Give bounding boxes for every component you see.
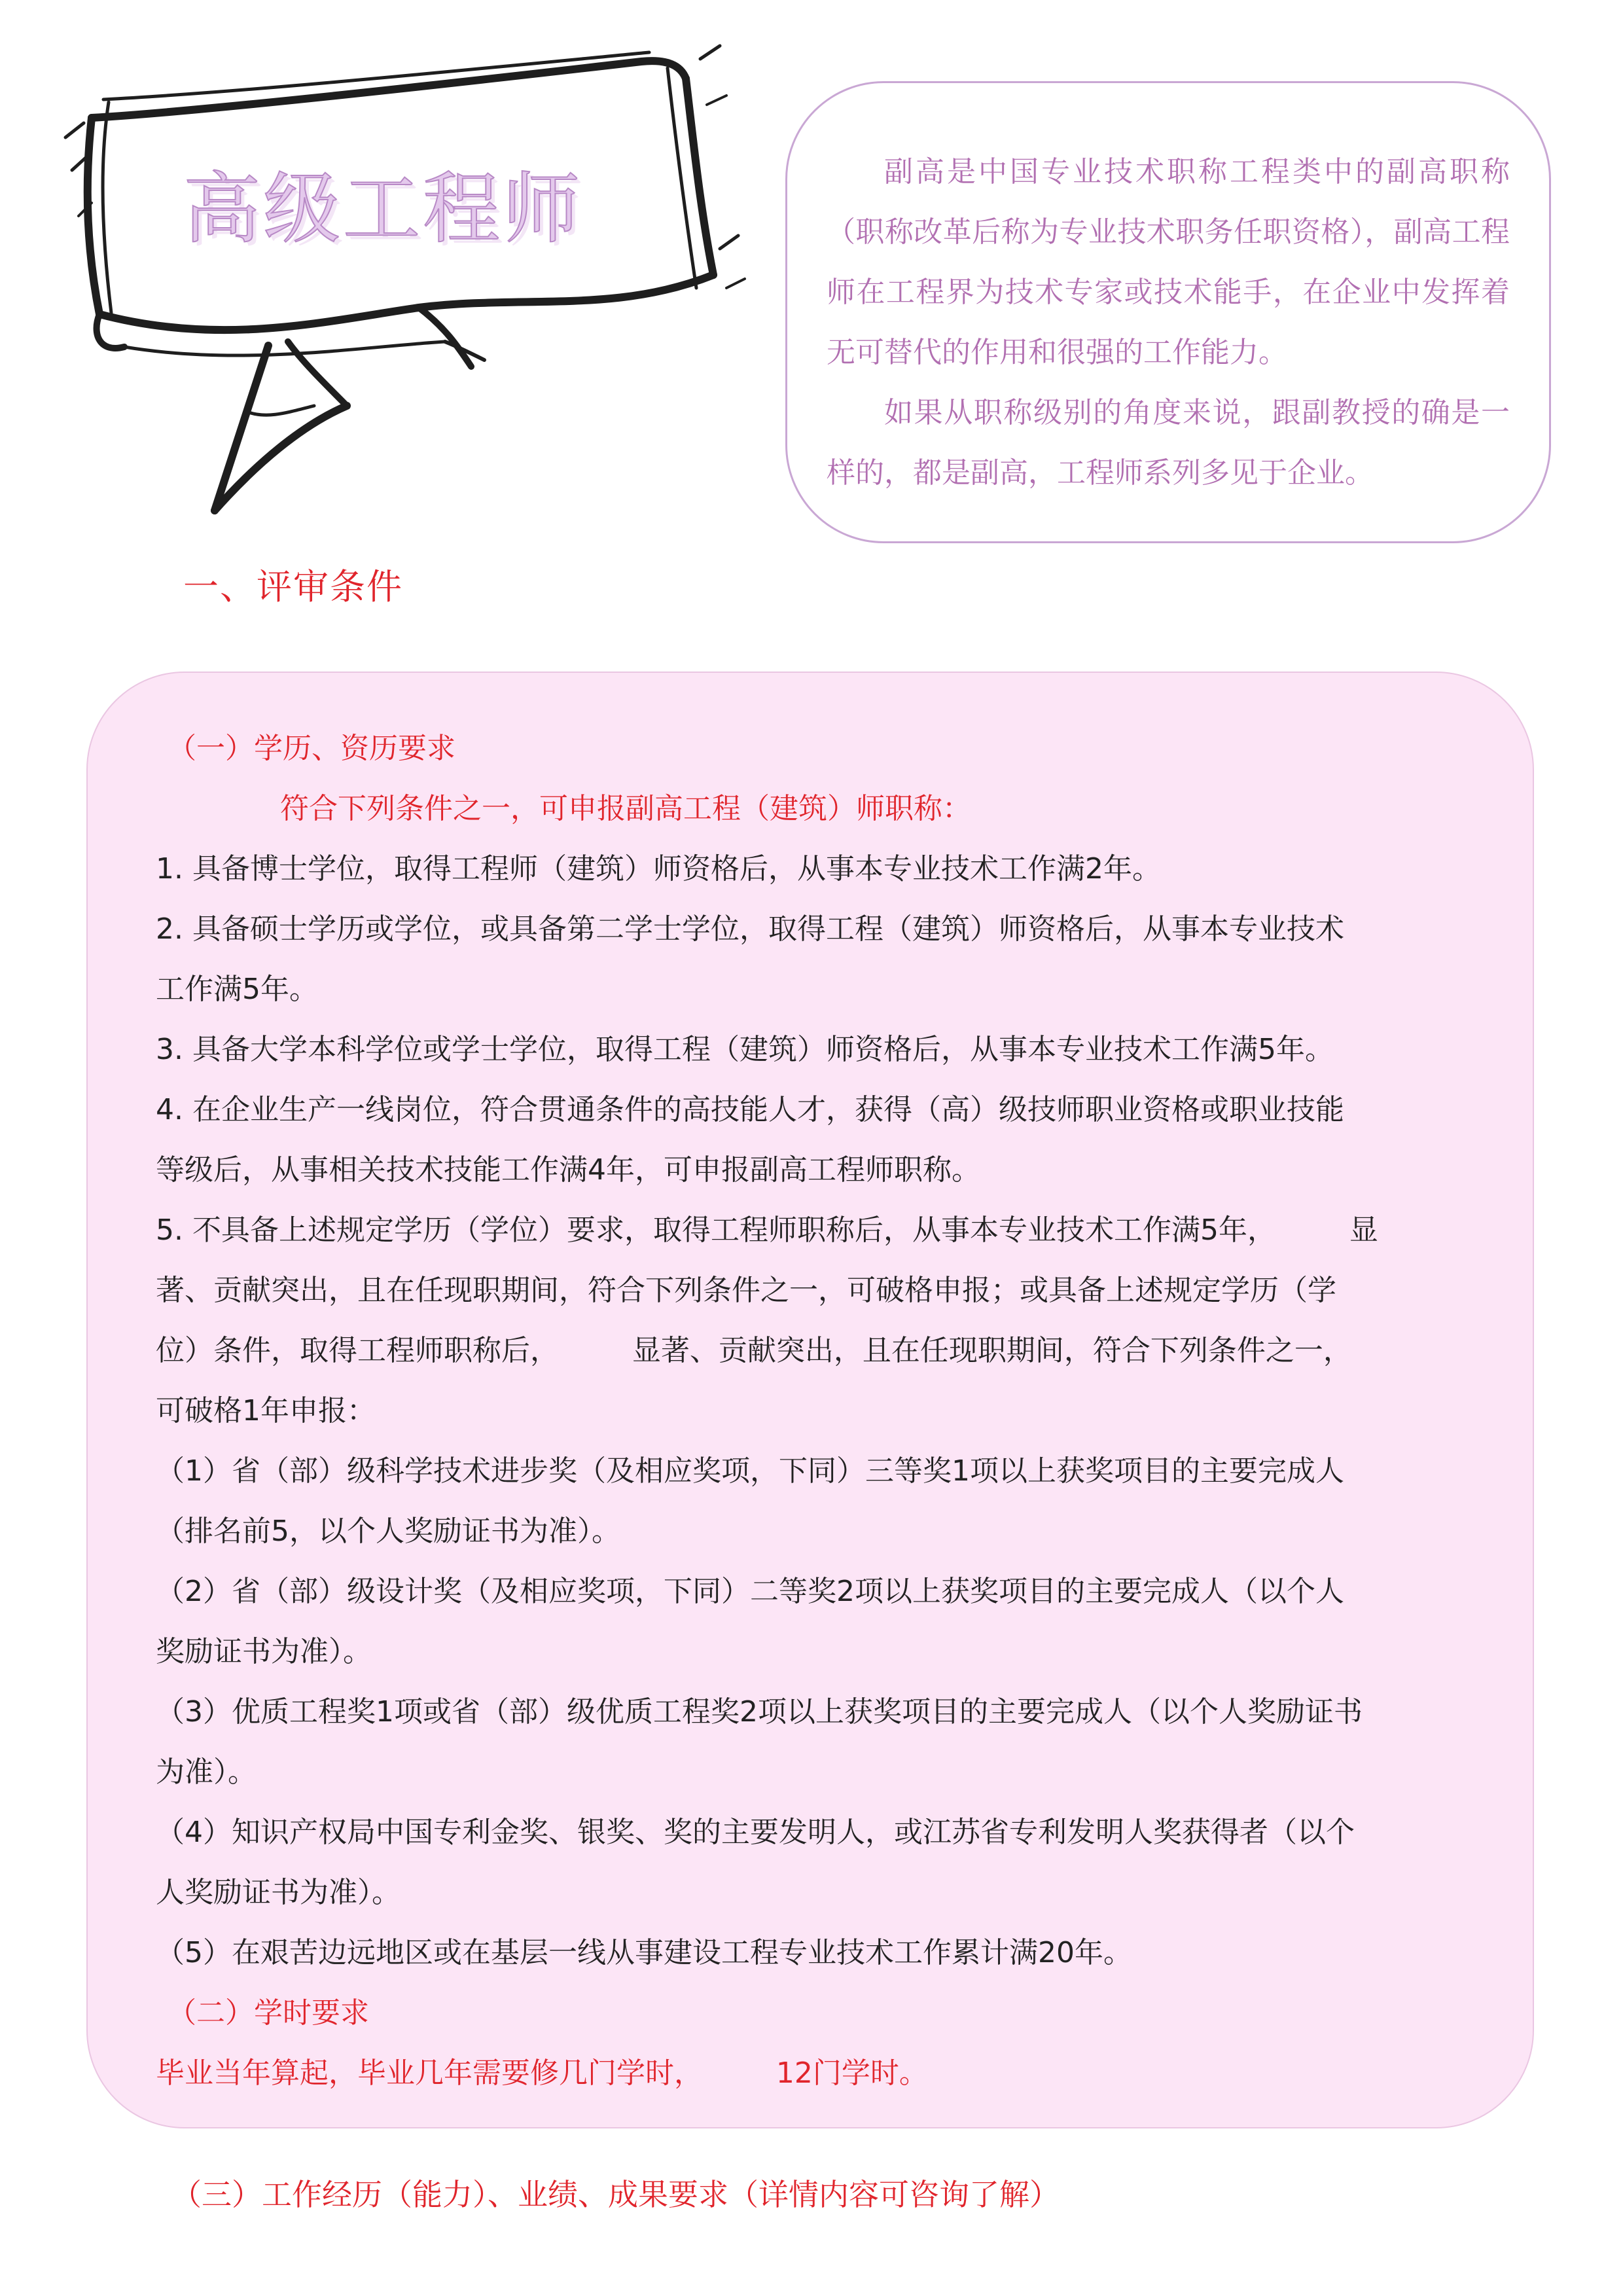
- condition-line: 人奖励证书为准）。: [156, 1876, 401, 1909]
- condition-line: 著、贡献突出，且在任现职期间，符合下列条件之一，可破格申报；或具备上述规定学历（学: [156, 1274, 1336, 1307]
- condition-line: （4）知识产权局中国专利金奖、银奖、奖的主要发明人，或江苏省专利发明人奖获得者（以个: [156, 1816, 1355, 1849]
- condition-line: （5）在艰苦边远地区或在基层一线从事建设工程专业技术工作累计满20年。: [156, 1936, 1132, 1969]
- condition-line: 1. 具备博士学位，取得工程师（建筑）师资格后，从事本专业技术工作满2年。: [156, 852, 1161, 886]
- ribbon-banner-icon: [52, 39, 759, 537]
- condition-line: （1）省（部）级科学技术进步奖（及相应奖项，下同）三等奖1项以上获奖项目的主要完成人: [156, 1454, 1344, 1488]
- conditions-content: [156, 719, 1478, 2104]
- condition-line: （2）省（部）级设计奖（及相应奖项，下同）二等奖2项以上获奖项目的主要完成人（以个人: [156, 1575, 1344, 1608]
- condition-line: （排名前5，以个人奖励证书为准）。: [156, 1515, 620, 1548]
- section-heading-work-experience: （三）工作经历（能力）、业绩、成果要求（详情内容可咨询了解）: [171, 2177, 1060, 2212]
- conditions-lead: 符合下列条件之一，可申报副高工程（建筑）师职称：: [280, 792, 971, 825]
- subheading-education: （一）学历、资历要求: [168, 732, 455, 765]
- page-title: 高级工程师: [183, 164, 583, 254]
- condition-line: 4. 在企业生产一线岗位，符合贯通条件的高技能人才，获得（高）级技师职业资格或职业技能: [156, 1093, 1344, 1126]
- intro-box: [785, 81, 1551, 543]
- condition-line: 位）条件，取得工程师职称后， 显著、贡献突出，且在任现职期间，符合下列条件之一，: [156, 1334, 1352, 1367]
- study-hours-text: 毕业当年算起，毕业几年需要修几门学时， 12门学时。: [156, 2056, 928, 2090]
- condition-line: 可破格1年申报：: [156, 1394, 376, 1427]
- condition-line: （3）优质工程奖1项或省（部）级优质工程奖2项以上获奖项目的主要完成人（以个人奖励证书: [156, 1695, 1363, 1729]
- section-heading-review-conditions: 一、评审条件: [183, 566, 403, 607]
- condition-line: 奖励证书为准）。: [156, 1635, 372, 1668]
- subheading-study-hours: （二）学时要求: [168, 1996, 369, 2030]
- ribbon-banner: [52, 39, 759, 537]
- condition-line: 为准）。: [156, 1755, 257, 1789]
- condition-line: 3. 具备大学本科学位或学士学位，取得工程（建筑）师资格后，从事本专业技术工作满5年。: [156, 1033, 1334, 1066]
- intro-paragraph-1: 副高是中国专业技术职称工程类中的副高职称（职称改革后称为专业技术职务任职资格），副高工程师在工程界为技术专家或技术能手，在企业中发挥着无可替代的作用和很强的工作能力。: [827, 155, 1510, 369]
- condition-line: 2. 具备硕士学历或学位，或具备第二学士学位，取得工程（建筑）师资格后，从事本专业技术: [156, 912, 1344, 946]
- condition-line: 5. 不具备上述规定学历（学位）要求，取得工程师职称后，从事本专业技术工作满5年， 显: [156, 1213, 1378, 1247]
- condition-line: 工作满5年。: [156, 973, 318, 1006]
- condition-line: 等级后，从事相关技术技能工作满4年，可申报副高工程师职称。: [156, 1153, 980, 1187]
- intro-paragraph-2: 如果从职称级别的角度来说，跟副教授的确是一样的，都是副高，工程师系列多见于企业。: [827, 396, 1510, 490]
